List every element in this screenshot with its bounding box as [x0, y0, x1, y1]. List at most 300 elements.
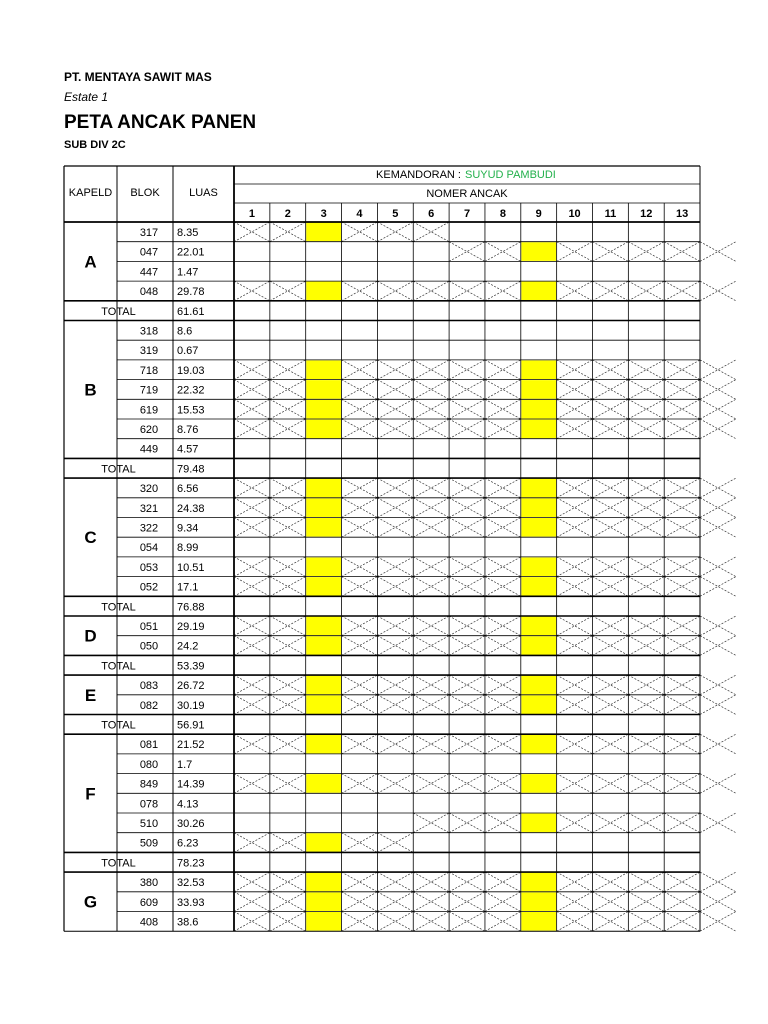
luas-value-718: 19.03 — [177, 364, 205, 377]
luas-value-510: 30.26 — [177, 818, 205, 830]
ancak-cross-380-2 — [270, 872, 306, 892]
ancak-number-7: 7 — [463, 208, 471, 220]
blok-value-047: 047 — [139, 246, 159, 259]
ancak-cross-619-7 — [449, 399, 485, 419]
luas-value-080: 1.7 — [177, 758, 193, 771]
nomer-ancak-label: NOMER ANCAK — [426, 188, 508, 200]
kapeld-C: C — [84, 528, 97, 548]
ancak-cross-051-6 — [413, 616, 449, 636]
ancak-cross-052-4 — [342, 577, 378, 597]
blok-value-080: 080 — [139, 758, 159, 771]
ancak-cross-051-10 — [557, 616, 593, 636]
ancak-cross-048-14 — [700, 281, 736, 301]
ancak-cross-849-2 — [270, 774, 306, 794]
ancak-cross-380-7 — [449, 872, 485, 892]
ancak-highlight-051-9 — [521, 617, 556, 636]
ancak-cross-719-1 — [234, 380, 270, 400]
ancak-cross-849-4 — [342, 774, 378, 794]
ancak-cross-053-1 — [234, 557, 270, 577]
ancak-highlight-048-9 — [521, 282, 556, 301]
ancak-cross-408-13 — [664, 912, 700, 932]
blok-value-082: 082 — [139, 699, 159, 712]
ancak-cross-620-7 — [449, 419, 485, 439]
ancak-cross-048-11 — [593, 281, 629, 301]
ancak-highlight-050-9 — [521, 636, 556, 655]
ancak-cross-082-4 — [342, 695, 378, 715]
ancak-cross-719-5 — [377, 380, 413, 400]
ancak-cross-609-7 — [449, 892, 485, 912]
ancak-number-9: 9 — [535, 208, 542, 220]
ancak-cross-380-6 — [413, 872, 449, 892]
total-label-F: TOTAL — [101, 857, 136, 870]
ancak-highlight-619-9 — [521, 400, 556, 419]
ancak-cross-510-10 — [557, 813, 593, 833]
ancak-highlight-620-3 — [306, 420, 341, 439]
ancak-highlight-609-9 — [521, 892, 556, 911]
ancak-cross-083-11 — [593, 675, 629, 695]
ancak-cross-048-4 — [342, 281, 378, 301]
ancak-cross-053-7 — [449, 557, 485, 577]
ancak-cross-083-13 — [664, 675, 700, 695]
ancak-cross-322-6 — [413, 518, 449, 538]
ancak-cross-081-12 — [628, 734, 664, 754]
ancak-cross-321-5 — [377, 498, 413, 518]
ancak-cross-849-11 — [593, 774, 629, 794]
ancak-cross-052-14 — [700, 577, 736, 597]
ancak-cross-083-7 — [449, 675, 485, 695]
ancak-cross-719-10 — [557, 380, 593, 400]
ancak-cross-083-4 — [342, 675, 378, 695]
ancak-cross-048-1 — [234, 281, 270, 301]
luas-value-319: 0.67 — [177, 345, 199, 358]
ancak-cross-510-11 — [593, 813, 629, 833]
ancak-cross-718-12 — [628, 360, 664, 380]
ancak-cross-719-11 — [593, 380, 629, 400]
ancak-cross-052-8 — [485, 577, 521, 597]
ancak-cross-408-11 — [593, 912, 629, 932]
ancak-cross-081-11 — [593, 734, 629, 754]
ancak-cross-718-2 — [270, 360, 306, 380]
ancak-cross-321-13 — [664, 498, 700, 518]
ancak-cross-321-8 — [485, 498, 521, 518]
ancak-cross-609-12 — [628, 892, 664, 912]
ancak-highlight-053-9 — [521, 557, 556, 576]
ancak-cross-081-6 — [413, 734, 449, 754]
ancak-cross-051-2 — [270, 616, 306, 636]
blok-value-609: 609 — [139, 896, 159, 909]
total-label-D: TOTAL — [101, 660, 136, 673]
ancak-cross-047-13 — [664, 242, 700, 262]
ancak-cross-083-14 — [700, 675, 736, 695]
blok-value-718: 718 — [139, 364, 159, 377]
ancak-cross-380-12 — [628, 872, 664, 892]
luas-value-082: 30.19 — [177, 699, 205, 712]
ancak-cross-081-4 — [342, 734, 378, 754]
ancak-cross-408-4 — [342, 912, 378, 932]
ancak-cross-718-7 — [449, 360, 485, 380]
ancak-highlight-053-3 — [306, 557, 341, 576]
ancak-highlight-083-9 — [521, 676, 556, 695]
ancak-cross-718-4 — [342, 360, 378, 380]
ancak-cross-320-2 — [270, 478, 306, 498]
blok-value-449: 449 — [139, 443, 159, 456]
ancak-cross-718-8 — [485, 360, 521, 380]
ancak-cross-719-7 — [449, 380, 485, 400]
ancak-cross-081-2 — [270, 734, 306, 754]
ancak-cross-380-1 — [234, 872, 270, 892]
luas-value-719: 22.32 — [177, 384, 205, 397]
ancak-cross-317-1 — [234, 222, 270, 242]
ancak-cross-609-4 — [342, 892, 378, 912]
ancak-cross-320-4 — [342, 478, 378, 498]
ancak-cross-719-4 — [342, 380, 378, 400]
ancak-cross-320-6 — [413, 478, 449, 498]
ancak-cross-317-6 — [413, 222, 449, 242]
luas-value-620: 8.76 — [177, 424, 199, 436]
ancak-cross-052-13 — [664, 577, 700, 597]
total-label-A: TOTAL — [101, 305, 136, 318]
ancak-cross-052-11 — [593, 577, 629, 597]
ancak-cross-321-14 — [700, 498, 736, 518]
ancak-cross-053-4 — [342, 557, 378, 577]
luas-value-609: 33.93 — [177, 896, 205, 909]
kapeld-B: B — [84, 380, 97, 400]
ancak-highlight-082-3 — [306, 695, 341, 714]
kapeld-A: A — [84, 252, 97, 272]
ancak-cross-082-12 — [628, 695, 664, 715]
luas-value-509: 6.23 — [177, 837, 199, 850]
ancak-cross-082-2 — [270, 695, 306, 715]
ancak-cross-053-8 — [485, 557, 521, 577]
ancak-number-3: 3 — [320, 208, 327, 220]
ancak-cross-620-5 — [377, 419, 413, 439]
ancak-cross-620-13 — [664, 419, 700, 439]
luas-value-320: 6.56 — [177, 483, 199, 496]
ancak-number-5: 5 — [392, 208, 399, 220]
ancak-cross-053-12 — [628, 557, 664, 577]
blok-value-054: 054 — [139, 542, 159, 555]
ancak-cross-718-1 — [234, 360, 270, 380]
ancak-highlight-052-9 — [521, 577, 556, 596]
ancak-cross-718-11 — [593, 360, 629, 380]
ancak-highlight-380-9 — [521, 873, 556, 892]
blok-value-053: 053 — [139, 561, 159, 574]
ancak-cross-380-5 — [377, 872, 413, 892]
ancak-cross-619-6 — [413, 399, 449, 419]
ancak-cross-083-10 — [557, 675, 593, 695]
ancak-cross-052-7 — [449, 577, 485, 597]
ancak-highlight-719-3 — [306, 380, 341, 399]
total-value-A: 61.61 — [177, 305, 205, 318]
ancak-cross-048-5 — [377, 281, 413, 301]
ancak-cross-609-6 — [413, 892, 449, 912]
page-title: PETA ANCAK PANEN — [64, 112, 257, 133]
ancak-cross-849-10 — [557, 774, 593, 794]
ancak-number-2: 2 — [284, 208, 291, 220]
ancak-highlight-321-9 — [521, 498, 556, 517]
ancak-cross-082-6 — [413, 695, 449, 715]
ancak-cross-321-11 — [593, 498, 629, 518]
luas-value-051: 29.19 — [177, 621, 205, 633]
ancak-cross-510-14 — [700, 813, 736, 833]
ancak-cross-718-14 — [700, 360, 736, 380]
total-label-B: TOTAL — [101, 463, 136, 476]
ancak-cross-619-5 — [377, 399, 413, 419]
ancak-cross-320-14 — [700, 478, 736, 498]
total-value-F: 78.23 — [177, 857, 205, 870]
ancak-cross-322-4 — [342, 518, 378, 538]
ancak-highlight-081-9 — [521, 735, 556, 754]
ancak-cross-082-13 — [664, 695, 700, 715]
blok-value-051: 051 — [139, 621, 159, 633]
kapeld-G: G — [83, 892, 98, 912]
col-blok-header: BLOK — [130, 187, 160, 199]
ancak-cross-609-5 — [377, 892, 413, 912]
total-value-E: 56.91 — [177, 719, 205, 732]
ancak-highlight-081-3 — [306, 735, 341, 754]
luas-value-054: 8.99 — [177, 542, 199, 555]
ancak-cross-082-1 — [234, 695, 270, 715]
luas-value-317: 8.35 — [177, 227, 199, 239]
ancak-highlight-047-9 — [521, 242, 556, 261]
ancak-cross-081-7 — [449, 734, 485, 754]
ancak-cross-053-6 — [413, 557, 449, 577]
ancak-cross-320-1 — [234, 478, 270, 498]
ancak-cross-620-6 — [413, 419, 449, 439]
ancak-cross-849-6 — [413, 774, 449, 794]
luas-value-081: 21.52 — [177, 739, 205, 752]
ancak-cross-609-13 — [664, 892, 700, 912]
ancak-cross-718-10 — [557, 360, 593, 380]
ancak-highlight-082-9 — [521, 695, 556, 714]
estate-label: Estate 1 — [64, 90, 109, 104]
ancak-cross-609-8 — [485, 892, 521, 912]
ancak-cross-047-7 — [449, 242, 485, 262]
ancak-cross-083-5 — [377, 675, 413, 695]
luas-value-322: 9.34 — [177, 522, 199, 535]
ancak-highlight-048-3 — [306, 282, 341, 301]
ancak-cross-317-2 — [270, 222, 306, 242]
ancak-highlight-619-3 — [306, 400, 341, 419]
ancak-cross-321-6 — [413, 498, 449, 518]
total-label-C: TOTAL — [101, 601, 136, 614]
ancak-number-8: 8 — [499, 208, 506, 220]
ancak-number-1: 1 — [248, 208, 255, 220]
ancak-cross-050-4 — [342, 636, 378, 656]
ancak-highlight-322-9 — [521, 518, 556, 537]
ancak-cross-050-5 — [377, 636, 413, 656]
ancak-number-12: 12 — [640, 208, 653, 220]
blok-value-510: 510 — [139, 818, 159, 830]
kemandoran-label: KEMANDORAN : — [376, 169, 461, 181]
ancak-cross-609-1 — [234, 892, 270, 912]
ancak-cross-322-5 — [377, 518, 413, 538]
ancak-cross-320-7 — [449, 478, 485, 498]
ancak-cross-051-13 — [664, 616, 700, 636]
ancak-cross-718-13 — [664, 360, 700, 380]
ancak-highlight-320-3 — [306, 479, 341, 498]
ancak-cross-048-8 — [485, 281, 521, 301]
ancak-number-4: 4 — [356, 208, 363, 220]
ancak-cross-052-1 — [234, 577, 270, 597]
blok-value-380: 380 — [139, 877, 159, 890]
ancak-cross-849-5 — [377, 774, 413, 794]
company-name: PT. MENTAYA SAWIT MAS — [64, 70, 212, 84]
ancak-cross-047-11 — [593, 242, 629, 262]
ancak-number-10: 10 — [568, 208, 581, 220]
ancak-cross-322-8 — [485, 518, 521, 538]
ancak-highlight-322-3 — [306, 518, 341, 537]
blok-value-619: 619 — [139, 404, 159, 417]
ancak-cross-619-2 — [270, 399, 306, 419]
col-kapeld-header: KAPELD — [68, 187, 113, 199]
ancak-cross-408-5 — [377, 912, 413, 932]
ancak-cross-053-11 — [593, 557, 629, 577]
ancak-cross-322-10 — [557, 518, 593, 538]
ancak-cross-510-7 — [449, 813, 485, 833]
ancak-cross-321-12 — [628, 498, 664, 518]
ancak-cross-081-1 — [234, 734, 270, 754]
ancak-cross-320-8 — [485, 478, 521, 498]
ancak-cross-051-5 — [377, 616, 413, 636]
blok-value-321: 321 — [139, 502, 159, 515]
ancak-cross-053-10 — [557, 557, 593, 577]
ancak-cross-380-14 — [700, 872, 736, 892]
blok-value-320: 320 — [139, 483, 159, 496]
ancak-cross-619-8 — [485, 399, 521, 419]
ancak-highlight-849-3 — [306, 774, 341, 793]
ancak-cross-081-10 — [557, 734, 593, 754]
luas-value-050: 24.2 — [177, 640, 199, 653]
ancak-cross-320-13 — [664, 478, 700, 498]
luas-value-449: 4.57 — [177, 443, 199, 456]
ancak-number-6: 6 — [428, 208, 435, 220]
ancak-cross-053-2 — [270, 557, 306, 577]
kapeld-F: F — [85, 784, 96, 804]
ancak-cross-320-5 — [377, 478, 413, 498]
kemandoran-value: SUYUD PAMBUDI — [465, 169, 556, 181]
ancak-cross-050-2 — [270, 636, 306, 656]
ancak-cross-408-14 — [700, 912, 736, 932]
ancak-cross-620-12 — [628, 419, 664, 439]
ancak-cross-321-7 — [449, 498, 485, 518]
ancak-cross-408-6 — [413, 912, 449, 932]
ancak-cross-408-10 — [557, 912, 593, 932]
ancak-cross-048-2 — [270, 281, 306, 301]
ancak-cross-510-12 — [628, 813, 664, 833]
ancak-cross-849-8 — [485, 774, 521, 794]
ancak-cross-052-12 — [628, 577, 664, 597]
ancak-cross-050-11 — [593, 636, 629, 656]
luas-value-408: 38.6 — [177, 916, 199, 929]
ancak-cross-849-14 — [700, 774, 736, 794]
ancak-cross-050-1 — [234, 636, 270, 656]
ancak-cross-408-7 — [449, 912, 485, 932]
ancak-cross-718-6 — [413, 360, 449, 380]
ancak-cross-051-1 — [234, 616, 270, 636]
ancak-cross-408-1 — [234, 912, 270, 932]
ancak-cross-083-1 — [234, 675, 270, 695]
luas-value-048: 29.78 — [177, 286, 205, 299]
ancak-cross-380-10 — [557, 872, 593, 892]
ancak-cross-081-5 — [377, 734, 413, 754]
ancak-cross-050-14 — [700, 636, 736, 656]
ancak-cross-510-6 — [413, 813, 449, 833]
luas-value-321: 24.38 — [177, 502, 205, 515]
ancak-cross-053-5 — [377, 557, 413, 577]
blok-value-408: 408 — [139, 916, 159, 929]
ancak-cross-051-14 — [700, 616, 736, 636]
luas-value-849: 14.39 — [177, 778, 205, 791]
ancak-cross-322-2 — [270, 518, 306, 538]
luas-value-447: 1.47 — [177, 266, 199, 279]
ancak-cross-619-12 — [628, 399, 664, 419]
ancak-cross-053-13 — [664, 557, 700, 577]
ancak-cross-408-2 — [270, 912, 306, 932]
ancak-cross-047-8 — [485, 242, 521, 262]
ancak-cross-620-2 — [270, 419, 306, 439]
ancak-cross-322-11 — [593, 518, 629, 538]
ancak-cross-510-13 — [664, 813, 700, 833]
ancak-cross-322-1 — [234, 518, 270, 538]
ancak-cross-719-13 — [664, 380, 700, 400]
ancak-cross-051-7 — [449, 616, 485, 636]
ancak-cross-048-12 — [628, 281, 664, 301]
ancak-highlight-050-3 — [306, 636, 341, 655]
ancak-cross-082-8 — [485, 695, 521, 715]
ancak-cross-509-5 — [377, 833, 413, 853]
ancak-cross-321-10 — [557, 498, 593, 518]
ancak-cross-719-8 — [485, 380, 521, 400]
ancak-cross-083-8 — [485, 675, 521, 695]
ancak-cross-322-7 — [449, 518, 485, 538]
blok-value-048: 048 — [139, 286, 159, 299]
ancak-cross-408-12 — [628, 912, 664, 932]
ancak-cross-609-11 — [593, 892, 629, 912]
ancak-highlight-083-3 — [306, 676, 341, 695]
ancak-cross-320-11 — [593, 478, 629, 498]
ancak-highlight-408-3 — [306, 912, 341, 931]
ancak-highlight-609-3 — [306, 892, 341, 911]
ancak-cross-322-14 — [700, 518, 736, 538]
luas-value-619: 15.53 — [177, 404, 205, 417]
ancak-cross-047-14 — [700, 242, 736, 262]
ancak-cross-081-14 — [700, 734, 736, 754]
luas-value-078: 4.13 — [177, 798, 199, 811]
blok-value-447: 447 — [139, 266, 159, 279]
ancak-cross-050-6 — [413, 636, 449, 656]
blok-value-620: 620 — [139, 424, 159, 436]
ancak-cross-609-10 — [557, 892, 593, 912]
col-luas-header: LUAS — [189, 187, 218, 199]
ancak-cross-620-8 — [485, 419, 521, 439]
kapeld-D: D — [84, 626, 97, 646]
sub-division-label: SUB DIV 2C — [64, 139, 126, 151]
ancak-cross-048-6 — [413, 281, 449, 301]
ancak-cross-719-14 — [700, 380, 736, 400]
ancak-cross-849-7 — [449, 774, 485, 794]
ancak-cross-619-4 — [342, 399, 378, 419]
blok-value-078: 078 — [139, 798, 159, 811]
ancak-cross-620-1 — [234, 419, 270, 439]
ancak-cross-718-5 — [377, 360, 413, 380]
ancak-cross-051-4 — [342, 616, 378, 636]
ancak-cross-317-4 — [342, 222, 378, 242]
ancak-cross-082-11 — [593, 695, 629, 715]
ancak-cross-620-10 — [557, 419, 593, 439]
ancak-cross-082-7 — [449, 695, 485, 715]
ancak-cross-849-12 — [628, 774, 664, 794]
